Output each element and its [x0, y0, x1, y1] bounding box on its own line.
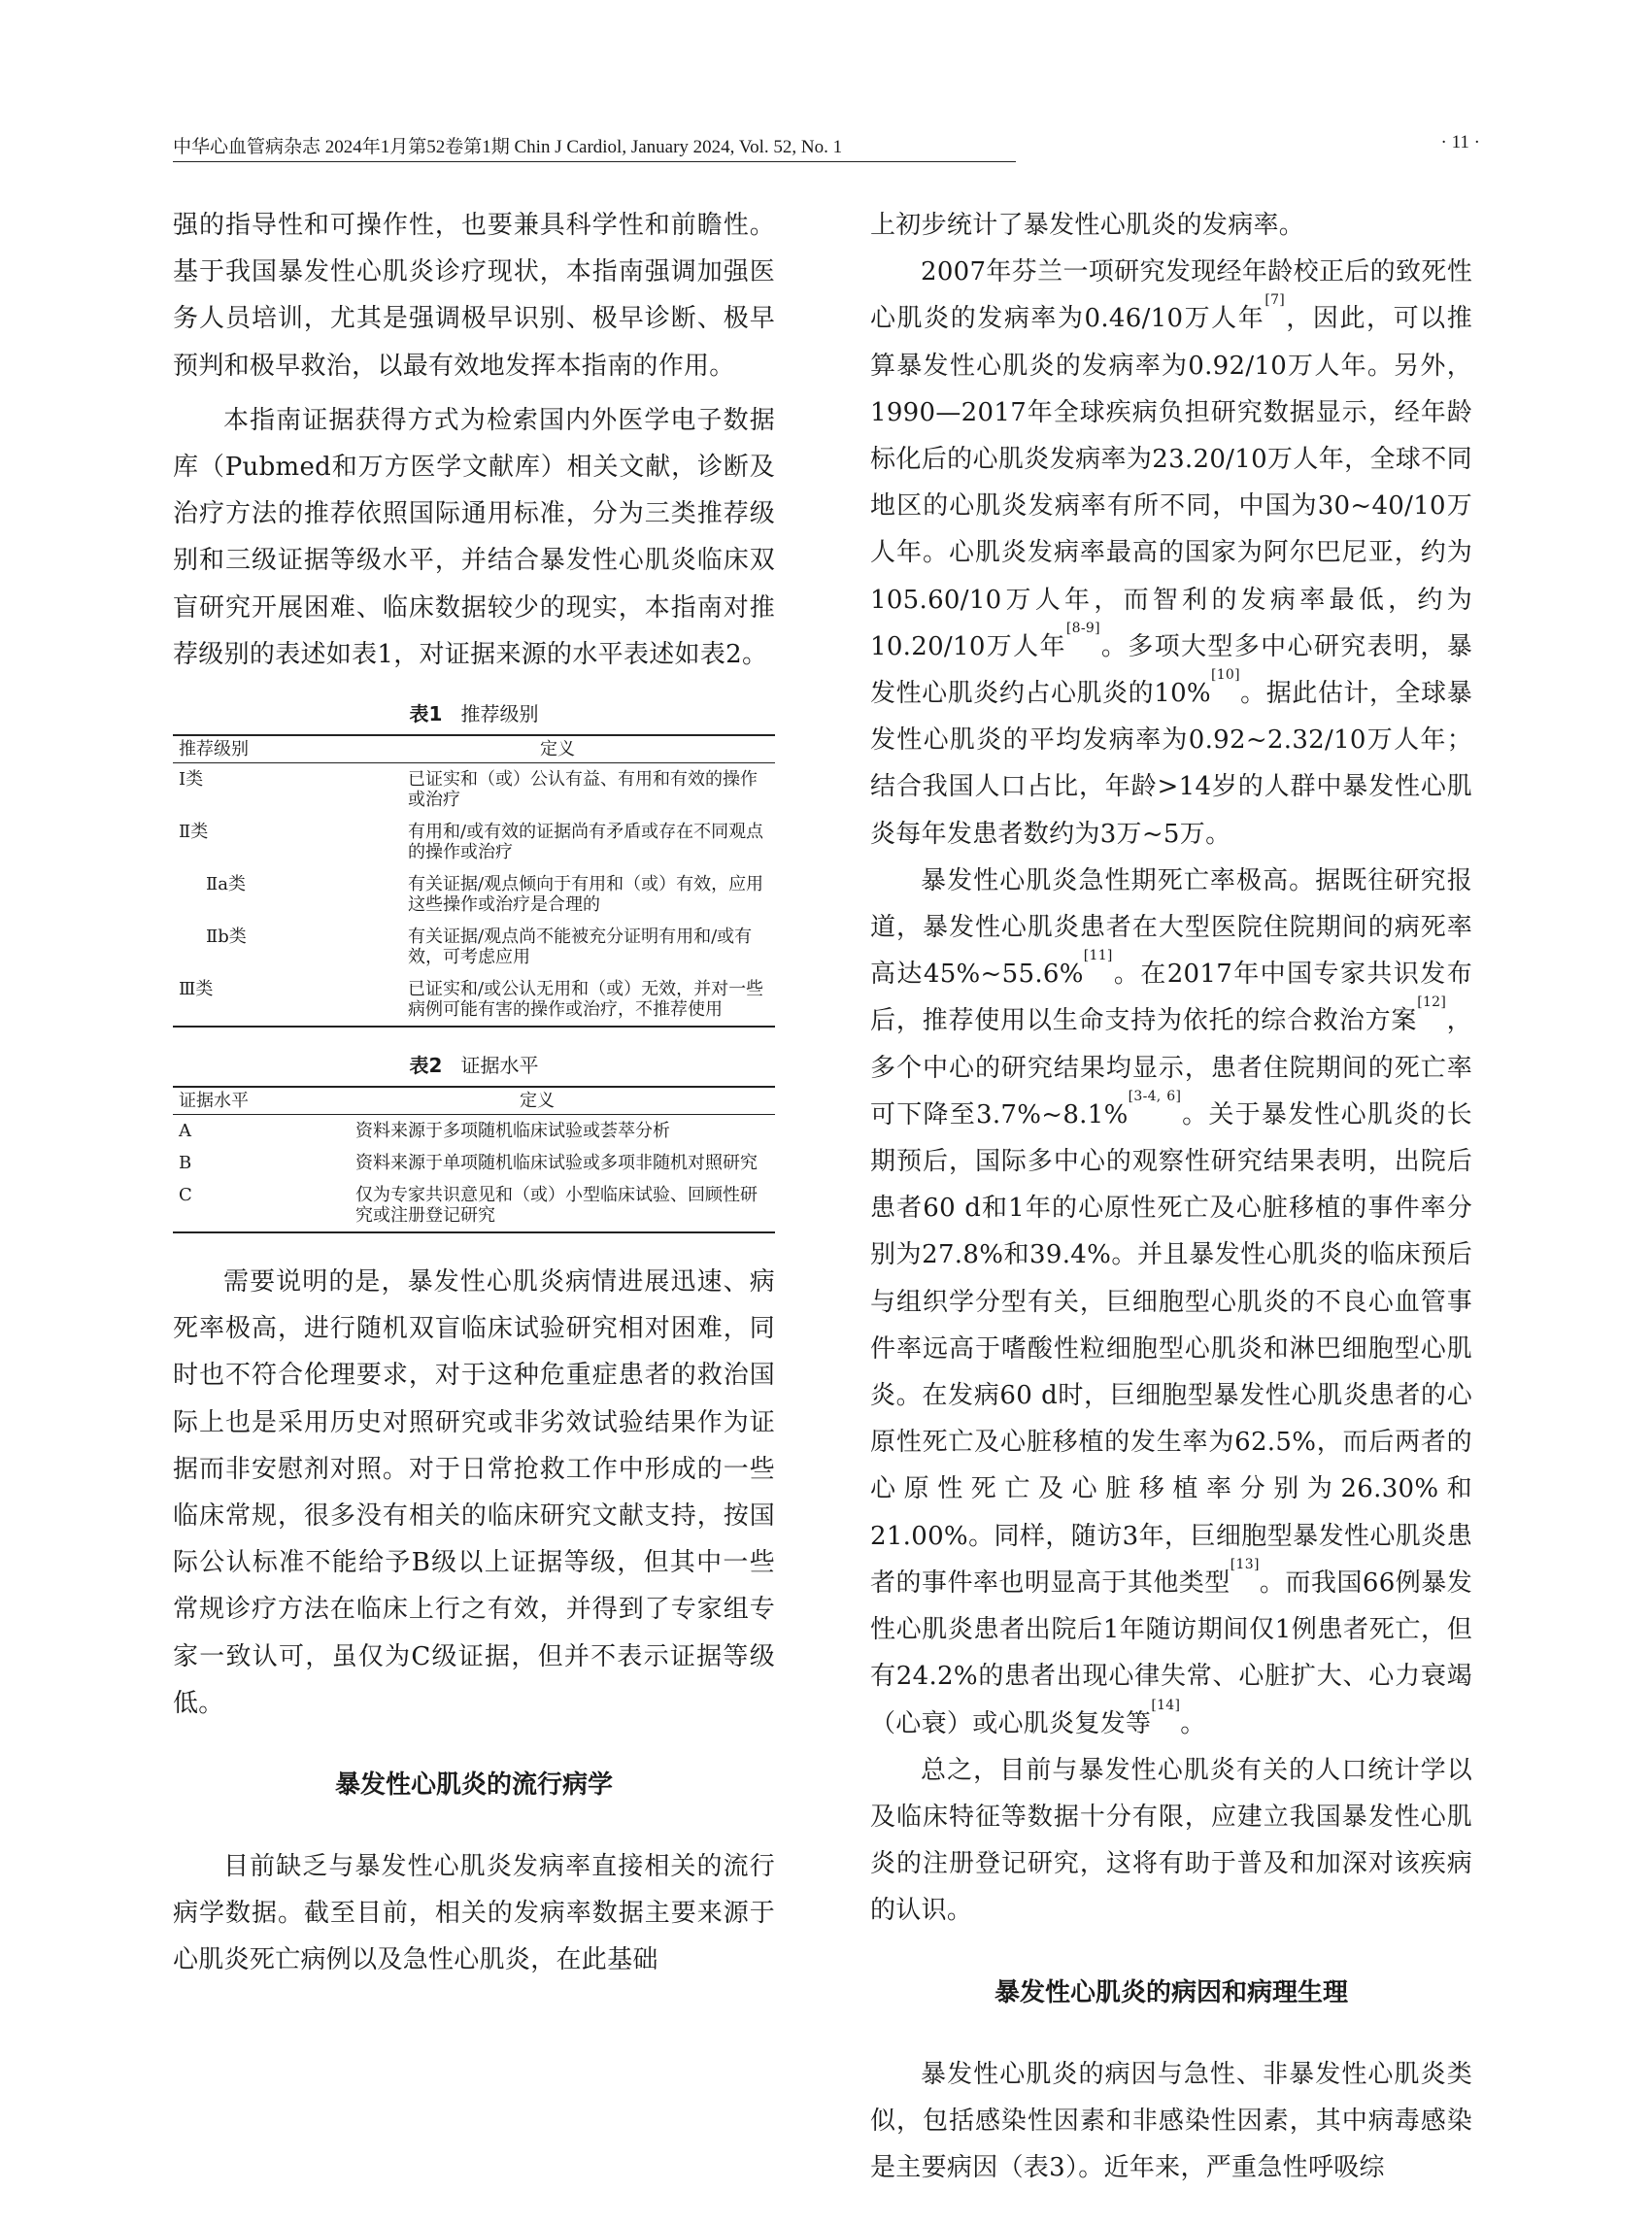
text-run: 。多项大型多中心研究表明，暴发性心肌炎约占心肌炎的10%	[870, 631, 1473, 709]
definition-cell: 已证实和（或）公认有益、有用和有效的操作或治疗	[408, 769, 758, 811]
column-header: 定义	[299, 1087, 775, 1115]
column-header: 推荐级别	[173, 735, 340, 763]
level-cell: C	[173, 1179, 299, 1232]
citation: [10]	[1210, 667, 1240, 684]
recommendation-table	[173, 734, 775, 1028]
table-title: 证据水平	[460, 1054, 539, 1078]
table-2	[173, 1051, 775, 1233]
text-run: 。而我国66例暴发性心肌炎患者出院后1年随访期间仅1例患者死亡，但有24.2%的患者出现心律失常、心脏扩大、心力衰竭（心衰）或心肌炎复发等	[870, 1568, 1472, 1738]
table-caption	[173, 699, 775, 728]
citation: [11]	[1083, 948, 1113, 964]
citation: [12]	[1417, 995, 1447, 1011]
evidence-table	[173, 1086, 775, 1233]
paragraph	[870, 249, 1472, 858]
level-cell: Ⅱb类	[206, 927, 247, 948]
definition-cell: 有关证据/观点尚不能被充分证明有用和/或有效，可考虑应用	[408, 927, 753, 968]
paragraph: 本指南证据获得方式为检索国内外医学电子数据库（Pubmed和万方医学文献库）相关文献，诊断及治疗方法的推荐依照国际通用标准，分为三类推荐级别和三级证据等级水平，并结合暴发性心肌炎临床双盲研究开展困难、临床数据较少的现实，本指南对推荐级别的表述如表1，对证据来源的水平表述如表2。	[173, 405, 775, 669]
table-title: 推荐级别	[460, 702, 539, 726]
text-run: ，多个中心的研究结果均显示，患者住院期间的死亡率可下降至3.7%~8.1%	[870, 1006, 1472, 1129]
table-row	[173, 1147, 775, 1179]
table-caption	[173, 1051, 775, 1080]
header-rule	[173, 161, 1016, 162]
text-run: 暴发性心肌炎急性期死亡率极高。据既往研究报道，暴发性心肌炎患者在大型医院住院期间的病死率高达45%~55.6%	[870, 865, 1472, 990]
text-run: 2007年芬兰一项研究发现经年龄校正后的致死性心肌炎的发病率为0.46/10万人年	[870, 257, 1472, 334]
table-row	[173, 763, 775, 817]
table-row	[173, 1115, 775, 1148]
definition-cell: 资料来源于多项随机临床试验或荟萃分析	[355, 1121, 670, 1142]
level-cell: A	[179, 1121, 191, 1142]
paragraph: 需要说明的是，暴发性心肌炎病情进展迅速、病死率极高，进行随机双盲临床试验研究相对困难，同时也不符合伦理要求，对于这种危重症患者的救治国际上也是采用历史对照研究或非劣效试验结果作为证据而非安慰剂对照。对于日常抢救工作中形成的一些临床常规，很多没有相关的临床研究文献支持，按国际公认标准不能给予B级以上证据等级，但其中一些常规诊疗方法在临床上行之有效，并得到了专家组专家一致认可，虽仅为C级证据，但并不表示证据等级低。	[173, 1267, 775, 1718]
paragraph: 强的指导性和可操作性，也要兼具科学性和前瞻性。基于我国暴发性心肌炎诊疗现状，本指南强调加强医务人员培训，尤其是强调极早识别、极早诊断、极早预判和极早救治，以最有效地发挥本指南的作用。	[173, 211, 775, 381]
column-header: 定义	[340, 735, 775, 763]
table-row	[173, 921, 775, 973]
citation: [7]	[1264, 292, 1286, 309]
table-row	[173, 816, 775, 868]
paragraph: 上初步统计了暴发性心肌炎的发病率。	[870, 211, 1305, 240]
paragraph: 总之，目前与暴发性心肌炎有关的人口统计学以及临床特征等数据十分有限，应建立我国暴发性心肌炎的注册登记研究，这将有助于普及和加深对该疾病的认识。	[870, 1755, 1472, 1926]
paragraph: 暴发性心肌炎的病因与急性、非暴发性心肌炎类似，包括感染性因素和非感染性因素，其中病毒感染是主要病因（表3）。近年来，严重急性呼吸综	[870, 2059, 1472, 2182]
text-run: 。据此估计，全球暴发性心肌炎的平均发病率为0.92~2.32/10万人年；结合我国人口占比，年龄>14岁的人群中暴发性心肌炎每年发患者数约为3万~5万。	[870, 679, 1472, 849]
level-cell: B	[179, 1153, 192, 1174]
definition-cell: 已证实和/或公认无用和（或）无效，并对一些病例可能有害的操作或治疗，不推荐使用	[340, 973, 775, 1027]
level-cell: Ⅲ类	[173, 973, 340, 1027]
paragraph: 目前缺乏与暴发性心肌炎发病率直接相关的流行病学数据。截至目前，相关的发病率数据主要来源于心肌炎死亡病例以及急性心肌炎，在此基础	[173, 1852, 775, 1975]
column-header: 证据水平	[173, 1087, 299, 1115]
table-row	[173, 973, 775, 1027]
table-1	[173, 699, 775, 1028]
table-row	[173, 868, 775, 921]
level-cell: Ⅱ类	[179, 822, 209, 843]
definition-cell: 有关证据/观点倾向于有用和（或）有效，应用这些操作或治疗是合理的	[408, 874, 764, 916]
table-row	[173, 1179, 775, 1232]
table-number: 表2	[409, 1054, 443, 1078]
table-header-row	[173, 1087, 775, 1115]
citation: [14]	[1151, 1697, 1181, 1713]
level-cell: Ⅰ类	[179, 769, 204, 791]
table-number: 表1	[409, 702, 443, 726]
journal-citation: 中华心血管病杂志 2024年1月第52卷第1期 Chin J Cardiol, January 2024, Vol. 52, No. 1	[173, 137, 843, 157]
section-heading: 暴发性心肌炎的流行病学	[334, 1770, 613, 1801]
definition-cell: 仅为专家共识意见和（或）小型临床试验、回顾性研究或注册登记研究	[299, 1179, 775, 1232]
text-run: 。	[1180, 1708, 1206, 1738]
section-heading: 暴发性心肌炎的病因和病理生理	[994, 1977, 1348, 2007]
level-cell: Ⅱa类	[206, 874, 246, 895]
running-header	[173, 128, 1480, 161]
citation: [8-9]	[1065, 620, 1100, 636]
text-run: 。关于暴发性心肌炎的长期预后，国际多中心的观察性研究结果表明，出院后患者60 d和1年的心原性死亡及心脏移植的事件率分别为27.8%和39.4%。并且暴发性心肌炎的临床预后与组织学分型有关，巨细胞型心肌炎的不良心血管事件率远高于嗜酸性粒细胞型心肌炎和淋巴细胞型心肌炎。在发病60 d时，巨细胞型暴发性心肌炎患者的心原性死亡及心脏移植的发生率为62.5%，而后两者的心原性死亡及心脏移植率分别为26.30%和21.00%。同样，随访3年，巨细胞型暴发性心肌炎患者的事件率也明显高于其他类型	[870, 1099, 1472, 1598]
left-column	[173, 202, 775, 1984]
table-header-row	[173, 735, 775, 763]
text-run: 。在2017年中国专家共识发布后，推荐使用以生命支持为依托的综合救治方案	[870, 960, 1472, 1036]
paragraph	[870, 858, 1472, 1747]
citation: [3-4, 6]	[1128, 1088, 1182, 1104]
definition-cell: 资料来源于单项随机临床试验或多项非随机对照研究	[355, 1153, 758, 1174]
text-run: ，因此，可以推算暴发性心肌炎的发病率为0.92/10万人年。另外，1990—2017年全球疾病负担研究数据显示，经年龄标化后的心肌炎发病率为23.20/10万人年，全球不同地区的心肌炎发病率有所不同，中国为30~40/10万人年。心肌炎发病率最高的国家为阿尔巴尼亚，约为105.60/10万人年，而智利的发病率最低，约为10.20/10万人年	[870, 304, 1472, 661]
citation: [13]	[1230, 1556, 1260, 1572]
definition-cell: 有用和/或有效的证据尚有矛盾或存在不同观点的操作或治疗	[408, 822, 764, 863]
right-column	[870, 202, 1472, 2191]
page-number: · 11 ·	[1440, 132, 1480, 152]
